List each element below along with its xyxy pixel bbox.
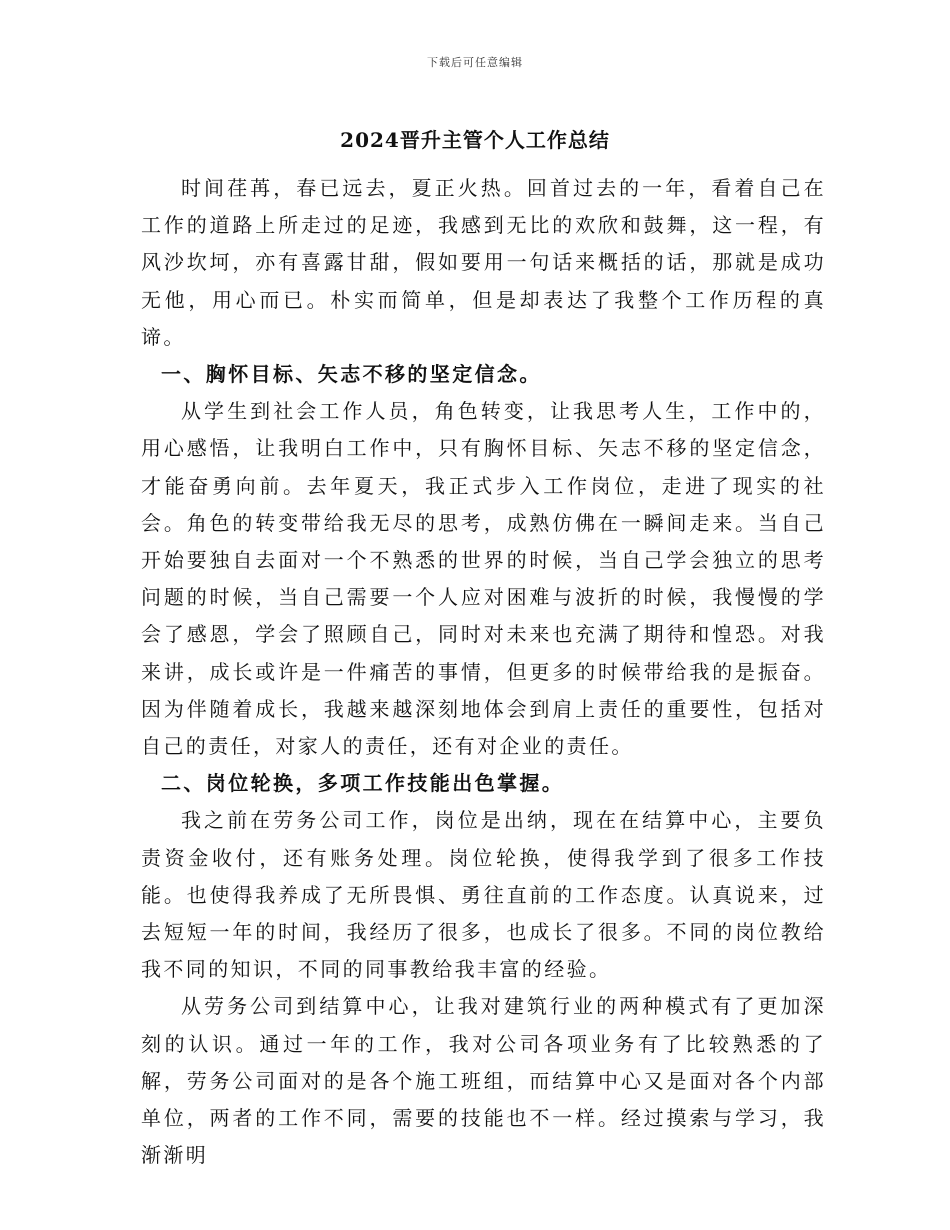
- paragraph-section-2b: 从劳务公司到结算中心，让我对建筑行业的两种模式有了更加深刻的认识。通过一年的工作，我对公司各项业务有了比较熟悉的了解，劳务公司面对的是各个施工班组，而结算中心又是面对各个内部单位，两者的工作不同，需要的技能也不一样。经过摸索与学习，我渐渐明: [141, 994, 826, 1168]
- paragraph-section-2a: 我之前在劳务公司工作，岗位是出纳，现在在结算中心，主要负责资金收付，还有账务处理。岗位轮换，使得我学到了很多工作技能。也使得我养成了无所畏惧、勇往直前的工作态度。认真说来，过去短短一年的时间，我经历了很多，也成长了很多。不同的岗位教给我不同的知识，不同的同事教给我丰富的经验。: [141, 808, 826, 982]
- document-title: 2024晋升主管个人工作总结: [340, 128, 610, 152]
- section-heading-2: 二、岗位轮换，多项工作技能出色掌握。: [161, 771, 565, 796]
- header-note: 下载后可任意编辑: [427, 56, 523, 69]
- paragraph-intro: 时间荏苒，春已远去，夏正火热。回首过去的一年，看着自己在工作的道路上所走过的足迹，我感到无比的欢欣和鼓舞，这一程，有风沙坎坷，亦有喜露甘甜，假如要用一句话来概括的话，那就是成功无他，用心而已。朴实而简单，但是却表达了我整个工作历程的真谛。: [141, 176, 826, 349]
- paragraph-section-1: 从学生到社会工作人员，角色转变，让我思考人生，工作中的，用心感悟，让我明白工作中，只有胸怀目标、矢志不移的坚定信念，才能奋勇向前。去年夏天，我正式步入工作岗位，走进了现实的社会。角色的转变带给我无尽的思考，成熟仿佛在一瞬间走来。当自己开始要独自去面对一个不熟悉的世界的时候，当自己学会独立的思考问题的时候，当自己需要一个人应对困难与波折的时候，我慢慢的学会了感恩，学会了照顾自己，同时对未来也充满了期待和惶恐。对我来讲，成长或许是一件痛苦的事情，但更多的时候带给我的是振奋。因为伴随着成长，我越来越深刻地体会到肩上责任的重要性，包括对自己的责任，对家人的责任，还有对企业的责任。: [141, 399, 826, 759]
- section-heading-1: 一、胸怀目标、矢志不移的坚定信念。: [161, 362, 542, 387]
- document-body: [141, 170, 826, 1174]
